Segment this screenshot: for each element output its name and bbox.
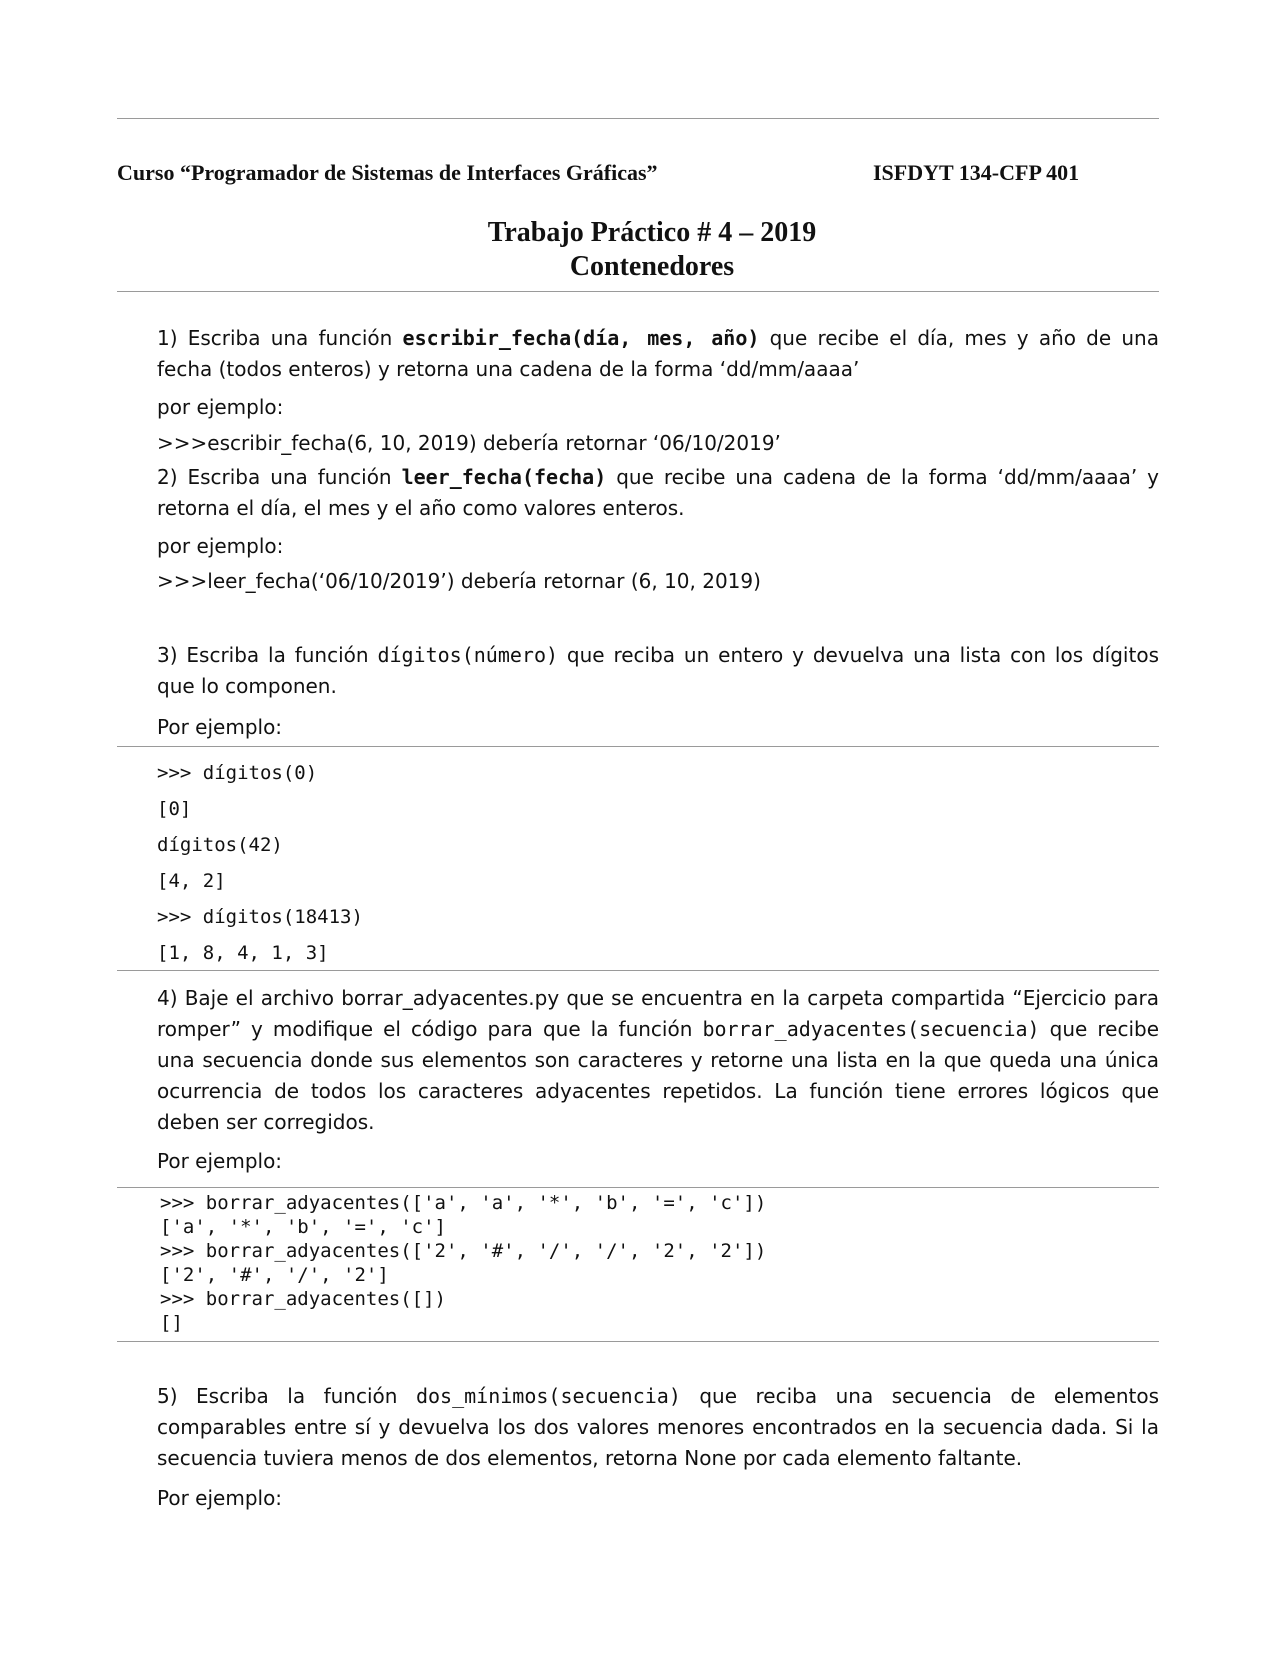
code-line: [1, 8, 4, 1, 3] <box>157 942 329 964</box>
code-line: >>> borrar_adyacentes([]) <box>160 1288 446 1310</box>
exercise-1-example-label: por ejemplo: <box>157 395 284 419</box>
exercise-1-statement: 1) Escriba una función escribir_fecha(día, mes, año) que recibe el día, mes y año de una fecha (todos enteros) y retorna una cadena de la forma ‘dd/mm/aaaa’ <box>157 326 1159 381</box>
exercise-3-statement: 3) Escriba la función dígitos(número) que reciba un entero y devuelva una lista con los dígitos que lo componen. <box>157 643 1159 698</box>
doc-title: Trabajo Práctico # 4 – 2019 <box>487 217 817 248</box>
code-line: >>> dígitos(0) <box>157 762 318 784</box>
institution-header: ISFDYT 134-CFP 401 <box>873 160 1080 185</box>
code-line: >>> borrar_adyacentes(['2', '#', '/', '/', '2', '2']) <box>160 1240 767 1262</box>
exercise-2-example-label: por ejemplo: <box>157 534 284 558</box>
code-line: ['2', '#', '/', '2'] <box>160 1264 389 1286</box>
function-signature: escribir_fecha(día, mes, año) <box>402 326 760 350</box>
code-block-bottom-rule <box>117 1341 1159 1342</box>
code-line: >>> borrar_adyacentes(['a', 'a', '*', 'b', '=', 'c']) <box>160 1192 767 1214</box>
exercise-5-statement: 5) Escriba la función dos_mínimos(secuencia) que reciba una secuencia de elementos comparables entre sí y devuelva los dos valores menores encontrados en la secuencia dada. Si la secuencia tuviera menos de dos elementos, retorna None por cada elemento faltante. <box>157 1384 1159 1470</box>
code-block-bottom-rule <box>117 970 1159 971</box>
exercise-1-example: >>>escribir_fecha(6, 10, 2019) debería retornar ‘06/10/2019’ <box>157 431 781 455</box>
code-line: ['a', '*', 'b', '=', 'c'] <box>160 1216 446 1238</box>
exercise-4-example-label: Por ejemplo: <box>157 1149 283 1173</box>
title-rule <box>117 291 1159 292</box>
code-line: [4, 2] <box>157 870 226 892</box>
exercise-2-example: >>>leer_fecha(‘06/10/2019’) debería retornar (6, 10, 2019) <box>157 569 761 593</box>
code-line: dígitos(42) <box>157 834 283 856</box>
function-signature: borrar_adyacentes(secuencia) <box>702 1017 1040 1041</box>
code-line: [0] <box>157 798 192 820</box>
code-block-top-rule <box>117 1187 1159 1188</box>
top-rule <box>117 118 1159 119</box>
exercise-4-statement: 4) Baje el archivo borrar_adyacentes.py que se encuentra en la carpeta compartida “Ejercicio para romper” y modifique el código para que la función borrar_adyacentes(secuencia) que recibe una secuencia donde sus elementos son caracteres y retorne una lista en la que queda una única ocurrencia de todos los caracteres adyacentes repetidos. La función tiene errores lógicos que deben ser corregidos. <box>157 986 1159 1134</box>
course-header: Curso “Programador de Sistemas de Interfaces Gráficas” <box>117 160 658 185</box>
exercise-5-example-label: Por ejemplo: <box>157 1486 283 1510</box>
exercise-2-statement: 2) Escriba una función leer_fecha(fecha) que recibe una cadena de la forma ‘dd/mm/aaaa’ y retorna el día, el mes y el año como valores enteros. <box>157 465 1159 520</box>
function-signature: dos_mínimos(secuencia) <box>415 1384 681 1408</box>
code-block-top-rule <box>117 746 1159 747</box>
function-signature: dígitos(número) <box>377 643 559 667</box>
exercise-3-example-label: Por ejemplo: <box>157 715 283 739</box>
code-line: >>> dígitos(18413) <box>157 906 363 928</box>
doc-subtitle: Contenedores <box>569 251 735 282</box>
code-line: [] <box>160 1312 183 1334</box>
function-signature: leer_fecha(fecha) <box>401 465 607 489</box>
